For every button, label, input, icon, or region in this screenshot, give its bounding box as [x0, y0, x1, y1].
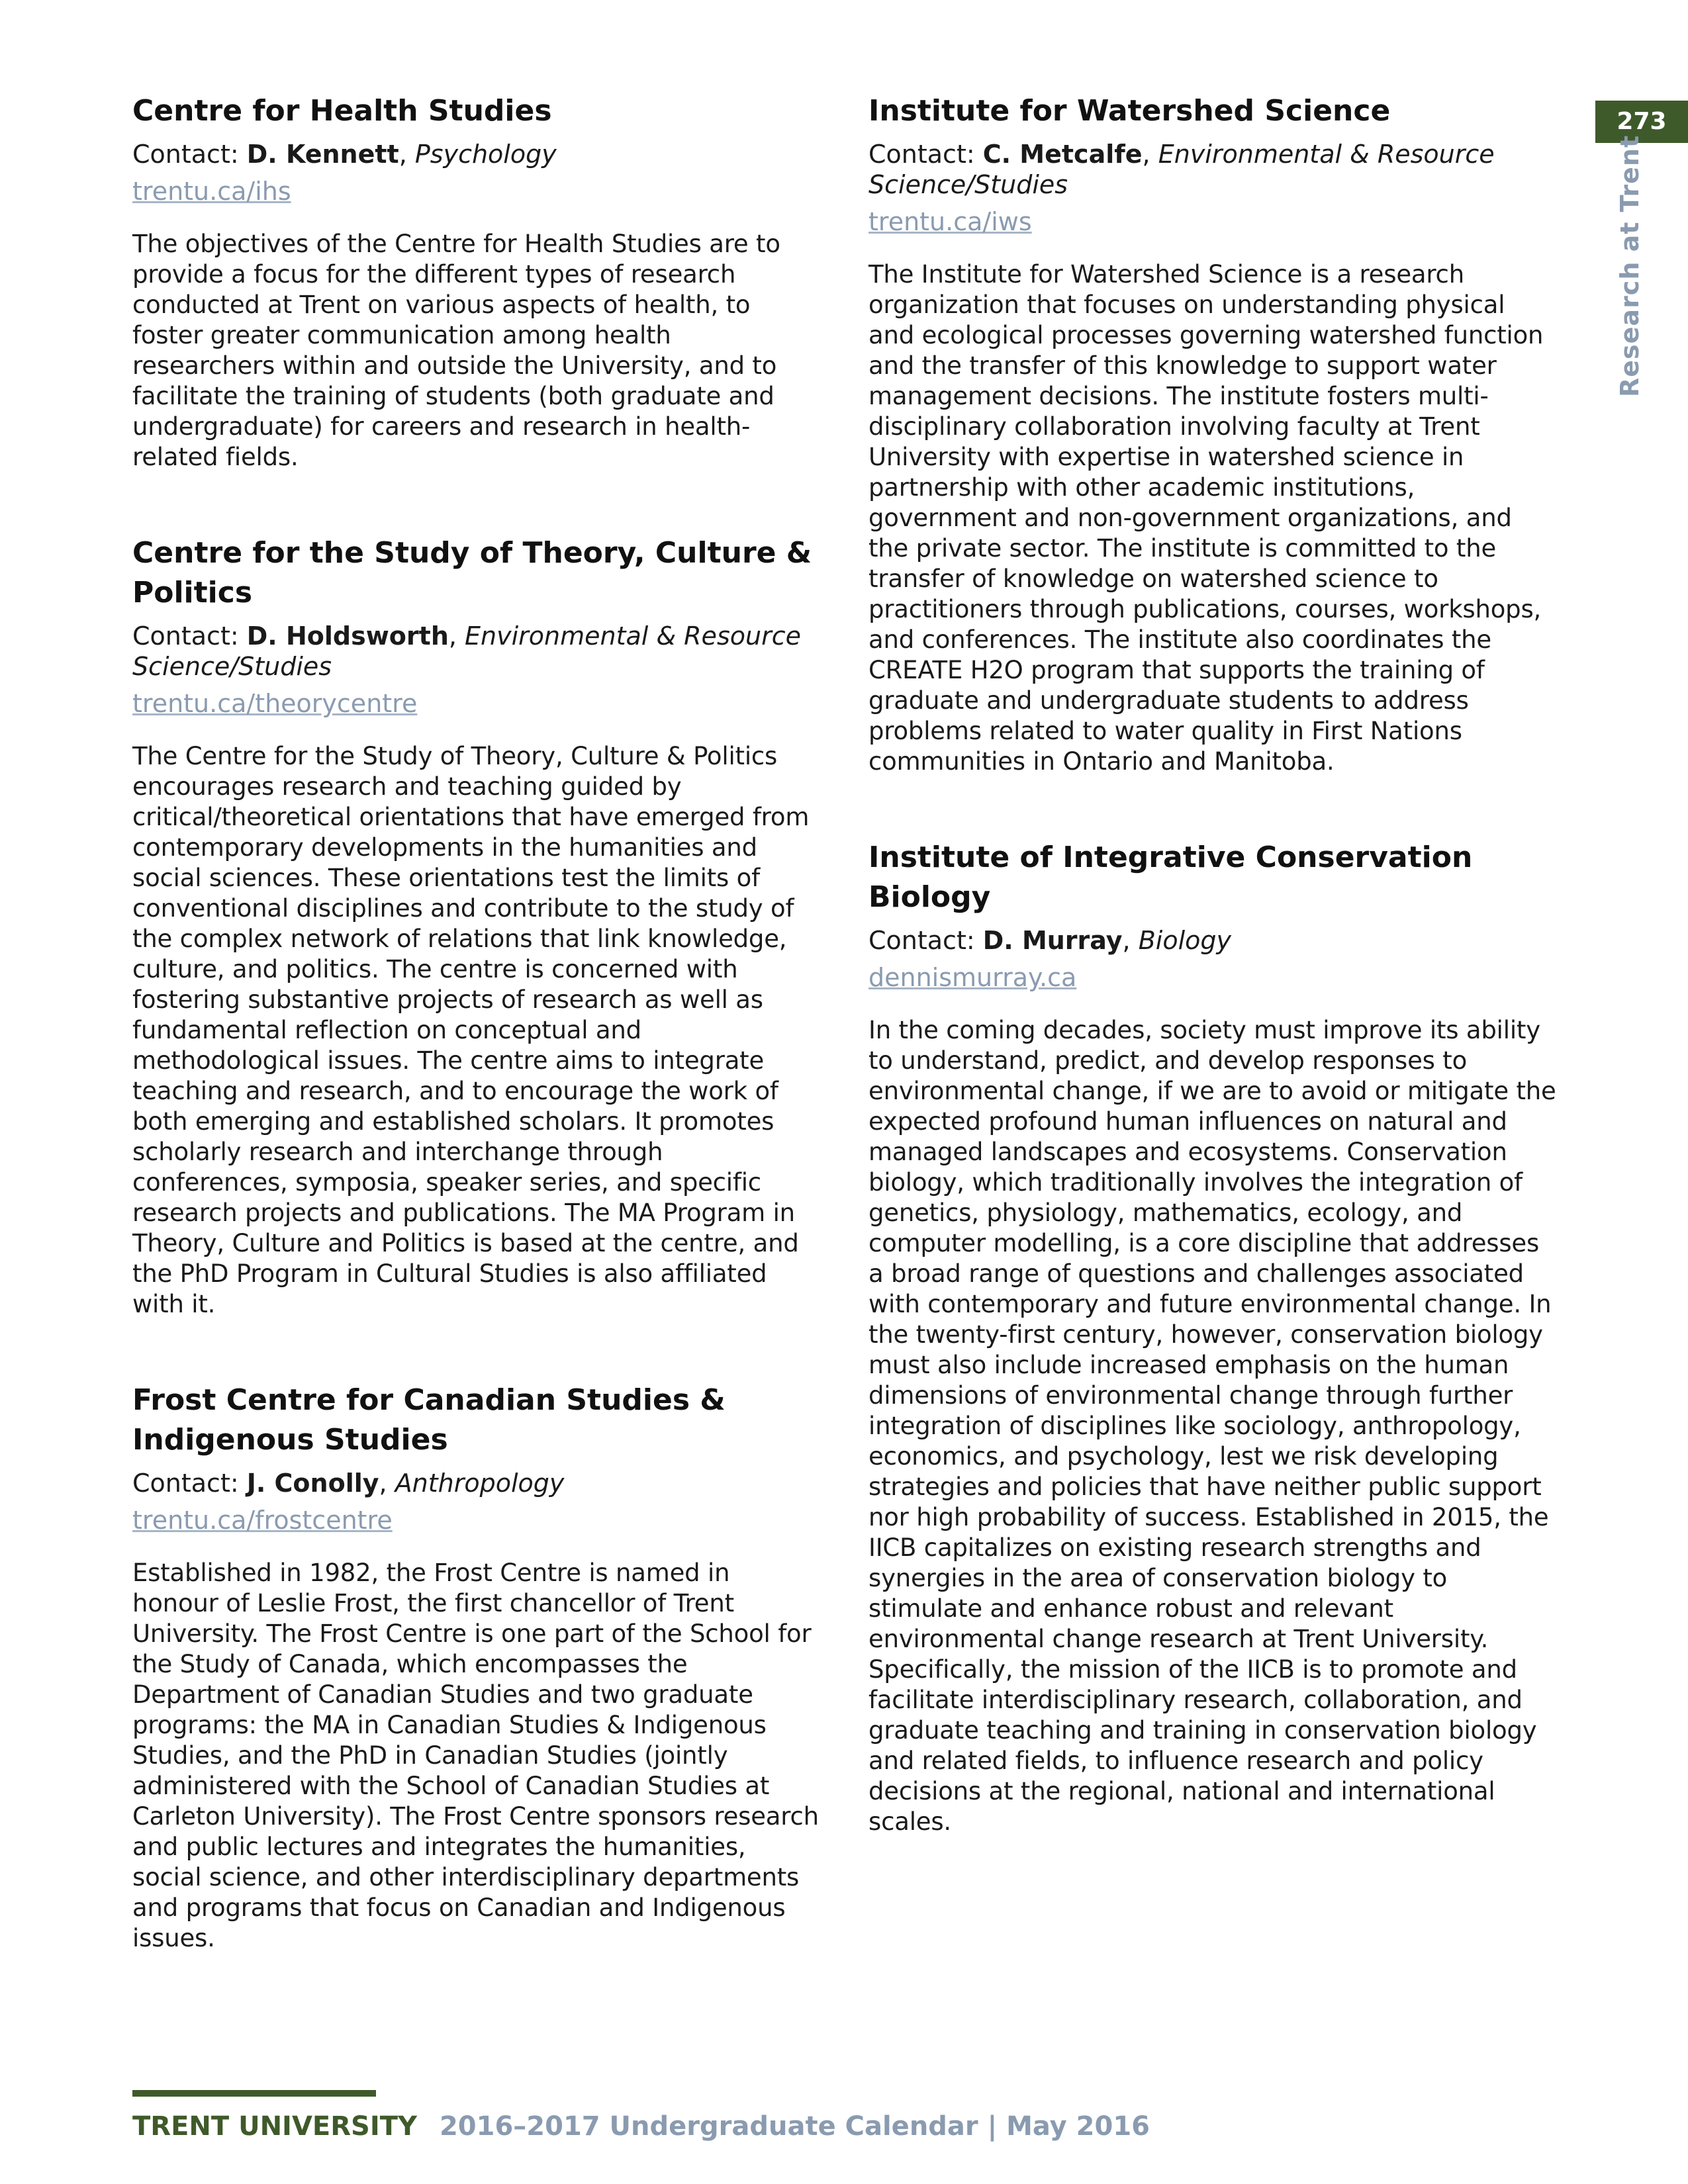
section-frost-centre	[132, 1381, 821, 1954]
footer-rule	[132, 2090, 376, 2097]
contact-line	[132, 139, 821, 169]
contact-prefix: Contact:	[868, 140, 983, 169]
contact-prefix: Contact:	[868, 926, 983, 955]
contact-separator: ,	[399, 140, 415, 169]
section-title: Institute of Integrative Conservation Biology	[868, 841, 1473, 914]
section-title: Centre for Health Studies	[132, 94, 552, 128]
right-column	[868, 91, 1557, 1898]
section-watershed-science	[868, 91, 1557, 777]
section-title: Frost Centre for Canadian Studies & Indigenous Studies	[132, 1383, 726, 1457]
section-link[interactable]: dennismurray.ca	[868, 963, 1077, 992]
contact-dept: Biology	[1138, 926, 1232, 955]
contact-separator: ,	[1122, 926, 1139, 955]
contact-separator: ,	[1142, 140, 1158, 169]
page-number: 273	[1595, 101, 1688, 143]
contact-line	[132, 621, 821, 682]
left-column	[132, 91, 821, 2015]
contact-name: D. Kennett	[246, 140, 399, 169]
contact-name: J. Conolly	[246, 1469, 379, 1498]
section-title: Centre for the Study of Theory, Culture & Politics	[132, 536, 812, 610]
side-section-label: Research at Trent	[1615, 134, 1644, 397]
contact-dept: Psychology	[414, 140, 557, 169]
contact-line	[132, 1468, 821, 1498]
section-title: Institute for Watershed Science	[868, 94, 1391, 128]
section-body: In the coming decades, society must improve its ability to understand, predict, and develop responses to environmental change, if we are to avoid or mitigate the expected profound human influences on natural and managed landscapes and ecosystems. Conservation biology, which traditionally involves the integration of genetics, physiology, mathematics, ecology, and computer modelling, is a core discipline that addresses a broad range of questions and challenges associated with contemporary and future environmental change. In the twenty-first century, however, conservation biology must also include increased emphasis on the human dimensions of environmental change through further integration of disciplines like sociology, anthropology, economics, and psychology, lest we risk developing strategies and policies that have neither public support nor high probability of success. Established in 2015, the IICB capitalizes on existing research strengths and synergies in the area of conservation biology to stimulate and enhance robust and relevant environmental change research at Trent University. Specifically, the mission of the IICB is to promote and facilitate interdisciplinary research, collaboration, and graduate teaching and training in conservation biology and related fields, to influence research and policy decisions at the regional, national and international scales.	[868, 1016, 1556, 1836]
footer	[132, 2110, 1150, 2143]
section-body: The Institute for Watershed Science is a research organization that focuses on understanding physical and ecological processes governing watershed function and the transfer of this knowledge to support water management decisions. The institute fosters multi-disciplinary collaboration involving faculty at Trent University with expertise in watershed science in partnership with other academic institutions, government and non-government organizations, and the private sector. The institute is committed to the transfer of knowledge on watershed science to practitioners through publications, courses, workshops, and conferences. The institute also coordinates the CREATE H2O program that supports the training of graduate and undergraduate students to address problems related to water quality in First Nations communities in Ontario and Manitoba.	[868, 260, 1544, 776]
section-body: Established in 1982, the Frost Centre is named in honour of Leslie Frost, the first chancellor of Trent University. The Frost Centre is one part of the School for the Study of Canada, which encompasses the Department of Canadian Studies and two graduate programs: the MA in Canadian Studies & Indigenous Studies, and the PhD in Canadian Studies (jointly administered with the School of Canadian Studies at Carleton University). The Frost Centre sponsors research and public lectures and integrates the humanities, social science, and other interdisciplinary departments and programs that focus on Canadian and Indigenous issues.	[132, 1559, 819, 1952]
section-theory-culture-politics	[132, 533, 821, 1320]
section-body: The Centre for the Study of Theory, Culture & Politics encourages research and teaching guided by critical/theoretical orientations that have emerged from contemporary developments in the humanities and social sciences. These orientations test the limits of conventional disciplines and contribute to the study of the complex network of relations that link knowledge, culture, and politics. The centre is concerned with fostering substantive projects of research as well as fundamental reflection on conceptual and methodological issues. The centre aims to integrate teaching and research, and to encourage the work of both emerging and established scholars. It promotes scholarly research and interchange through conferences, symposia, speaker series, and specific research projects and publications. The MA Program in Theory, Culture and Politics is based at the centre, and the PhD Program in Cultural Studies is also affiliated with it.	[132, 742, 810, 1318]
section-link[interactable]: trentu.ca/ihs	[132, 177, 291, 206]
section-link[interactable]: trentu.ca/iws	[868, 207, 1032, 236]
footer-brand: TRENT UNIVERSITY	[132, 2111, 417, 2142]
contact-line	[868, 139, 1557, 200]
contact-prefix: Contact:	[132, 1469, 247, 1498]
contact-dept: Environmental & Resource Science/Studies	[132, 621, 801, 681]
contact-separator: ,	[379, 1469, 395, 1498]
contact-line	[868, 925, 1557, 956]
section-health-studies	[132, 91, 821, 473]
contact-separator: ,	[448, 621, 465, 651]
contact-dept: Anthropology	[395, 1469, 565, 1498]
contact-prefix: Contact:	[132, 140, 247, 169]
section-link[interactable]: trentu.ca/frostcentre	[132, 1506, 393, 1535]
section-body: The objectives of the Centre for Health Studies are to provide a focus for the different types of research conducted at Trent on various aspects of health, to foster greater communication among health researchers within and outside the University, and to facilitate the training of students (both graduate and undergraduate) for careers and research in health-related fields.	[132, 230, 780, 471]
section-conservation-biology	[868, 838, 1557, 1837]
contact-prefix: Contact:	[132, 621, 247, 651]
section-link[interactable]: trentu.ca/theorycentre	[132, 689, 418, 718]
contact-name: D. Holdsworth	[246, 621, 449, 651]
contact-dept: Environmental & Resource Science/Studies	[868, 140, 1495, 199]
contact-name: C. Metcalfe	[982, 140, 1143, 169]
footer-calendar: 2016–2017 Undergraduate Calendar | May 2016	[439, 2111, 1150, 2142]
contact-name: D. Murray	[982, 926, 1123, 955]
